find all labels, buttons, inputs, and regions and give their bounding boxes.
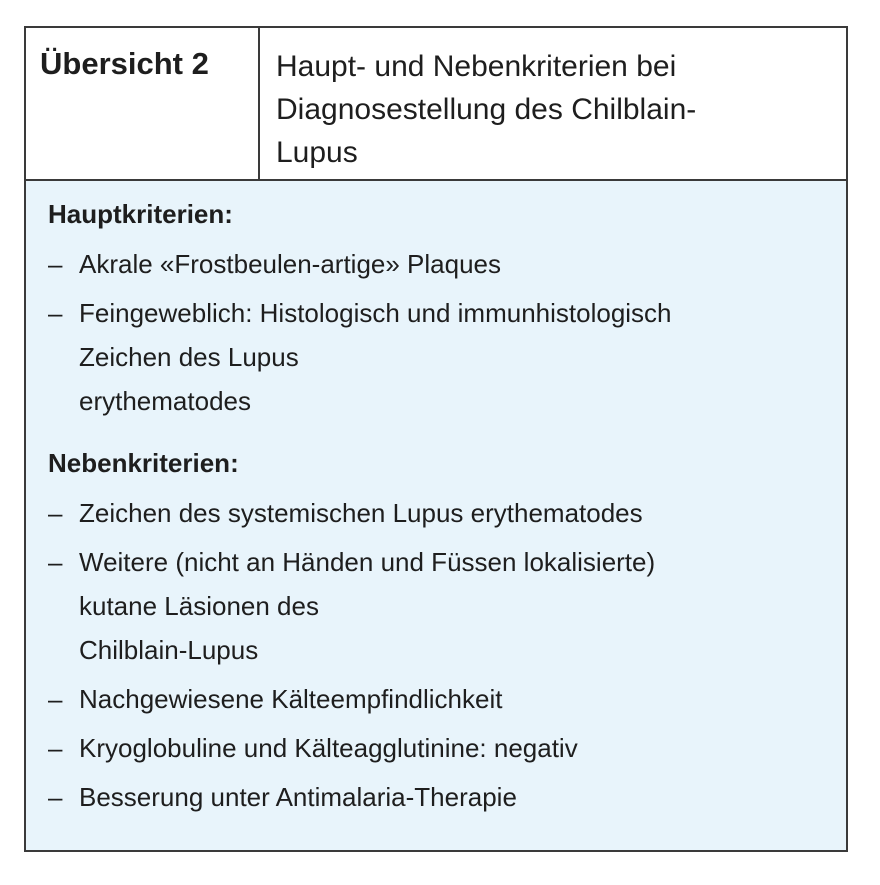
overview-label: Übersicht 2 (26, 28, 260, 179)
section-heading: Hauptkriterien: (48, 199, 233, 229)
box-title-line: Diagnosestellung des Chilblain- (276, 93, 697, 126)
box-title-line: Haupt- und Nebenkriterien bei (276, 50, 677, 83)
criteria-text: Zeichen des systemischen Lupus erythematodes (79, 498, 643, 528)
criteria-item (48, 775, 838, 819)
criteria-list (48, 242, 838, 423)
dash-bullet: – (48, 249, 63, 279)
criteria-section (48, 445, 838, 819)
criteria-text: erythematodes (79, 386, 251, 416)
criteria-text: Chilblain-Lupus (79, 635, 259, 665)
criteria-text: Feingeweblich: Histologisch und immunhistologisch (79, 298, 672, 328)
dash-bullet: – (48, 782, 63, 812)
criteria-text: Kryoglobuline und Kälteagglutinine: negativ (79, 733, 578, 763)
criteria-text: Akrale «Frostbeulen-artige» Plaques (79, 249, 502, 279)
criteria-item (48, 677, 838, 721)
criteria-item (48, 291, 838, 423)
criteria-item (48, 540, 838, 672)
dash-bullet: – (48, 684, 63, 714)
criteria-section (48, 196, 838, 423)
criteria-text: kutane Läsionen des (79, 591, 319, 621)
criteria-item (48, 491, 838, 535)
criteria-text: Zeichen des Lupus (79, 342, 299, 372)
criteria-list (48, 491, 838, 819)
box-title (276, 45, 836, 174)
criteria-text: Besserung unter Antimalaria-Therapie (79, 782, 517, 812)
box-header (26, 28, 846, 181)
criteria-item (48, 726, 838, 770)
box-title-line: Lupus (276, 136, 358, 169)
dash-bullet: – (48, 498, 63, 528)
criteria-text: Nachgewiesene Kälteempfindlichkeit (79, 684, 503, 714)
dash-bullet: – (48, 547, 63, 577)
criteria-body (48, 196, 838, 824)
criteria-text: Weitere (nicht an Händen und Füssen lokalisierte) (79, 547, 656, 577)
section-heading: Nebenkriterien: (48, 448, 239, 478)
dash-bullet: – (48, 733, 63, 763)
criteria-item (48, 242, 838, 286)
overview-box (24, 26, 848, 852)
dash-bullet: – (48, 298, 63, 328)
